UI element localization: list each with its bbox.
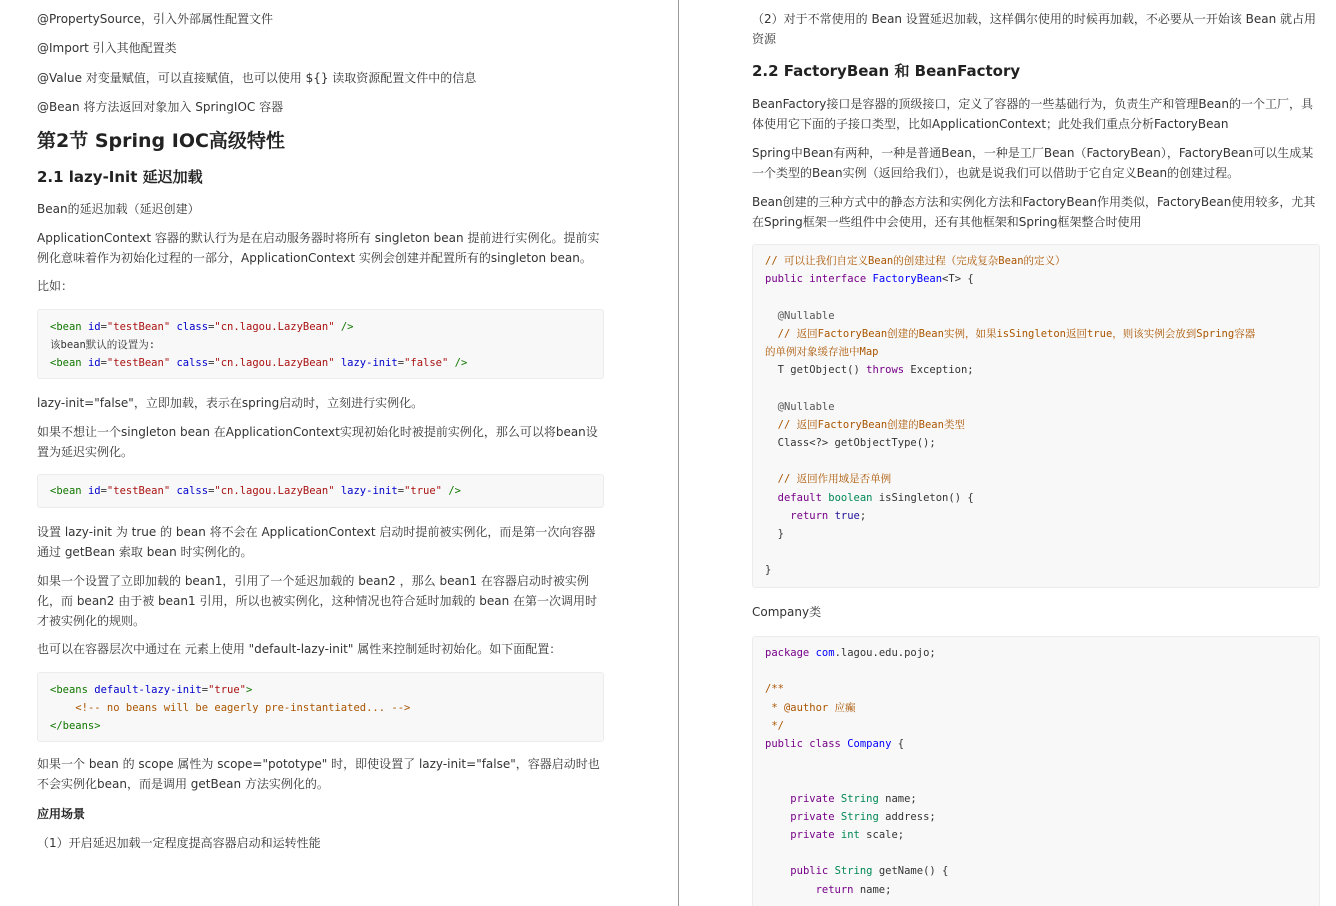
code-token: class [176,321,209,333]
code-line [765,416,1307,434]
code-block-factory-bean [752,244,1320,588]
application-context-paragraph: ApplicationContext 容器的默认行为是在启动服务器时将所有 singleton bean 提前进行实例化。提前实例化意味着作为初始化过程的一部分，ApplicationContext 实例会创建并配置所有的singleton bean。 [37,231,600,265]
code-token: int [840,828,860,841]
code-line [50,354,591,372]
code-token: = [208,357,215,370]
code-token [765,884,816,896]
code-token: <bean [50,357,88,370]
code-token: // 可以让我们自定义Bean的创建过程（完成复杂Bean的定义） [765,255,1066,267]
code-token: isSingleton() { [872,491,974,504]
singleton-lazy-paragraph: 如果不想让一个singleton bean 在ApplicationContext实现初始化时被提前实例化，那么可以将bean设置为延迟实例化。 [37,425,598,459]
code-token: = [100,357,107,370]
two-bean-types-paragraph: Spring中Bean有两种，一种是普通Bean，一种是工厂Bean（FactoryBean），FactoryBean可以生成某一个类型的Bean实例（返回给我们），也就是说我们可以借助于它自定义Bean的创建过程。 [752,146,1314,180]
company-class-label: Company类 [752,605,822,619]
code-line [765,735,1307,753]
code-token: // 返回作用域是否单例 [777,473,892,486]
code-token: default [777,491,822,504]
code-token: = [397,357,405,370]
code-line [765,699,1307,717]
factory-bean-title: 2.2 FactoryBean 和 BeanFactory [752,62,1021,80]
code-token: // 返回FactoryBean创建的Bean类型 [777,418,965,431]
code-line [765,343,1307,361]
code-line [50,699,591,717]
code-line [50,336,591,354]
code-token: package [765,647,810,659]
code-token [765,328,778,340]
default-lazy-init-paragraph: 也可以在容器层次中通过在 元素上使用 "default-lazy-init" 属性来控制延时初始化。如下面配置： [37,642,562,656]
code-token: "testBean" [106,485,171,497]
code-line [50,681,591,699]
code-token: public [765,273,803,286]
page-divider [678,0,679,906]
creation-methods-paragraph: Bean创建的三种方式中的静态方法和实例化方法和FactoryBean作用类似，FactoryBean使用较多，尤其在Spring框架一些组件中会使用，还有其他框架和Spring框架整合时使用 [752,195,1316,229]
code-line [765,680,1307,698]
code-line [765,844,1307,862]
code-token: /> [454,357,468,370]
code-token: com [815,647,835,659]
code-token: String [834,865,873,878]
code-line [765,452,1307,470]
code-token [765,510,790,522]
code-block-beans-default-lazy [37,672,604,742]
code-token: private [790,828,835,841]
code-token: class [809,738,841,750]
code-token: Class<?> getObjectType(); [765,437,936,449]
code-token: return [790,509,829,522]
code-line [765,862,1307,880]
code-token: true [834,509,860,522]
code-token: String [840,792,879,805]
code-token [765,419,778,431]
code-token: @Nullable [777,400,835,413]
code-line [765,644,1307,662]
code-line [50,318,591,336]
code-token: name; [878,792,917,805]
code-token: <bean [50,485,88,497]
code-token: /> [340,321,354,333]
code-token: return [815,883,854,896]
bean-factory-paragraph: BeanFactory接口是容器的顶级接口，定义了容器的一些基础行为，负责生产和管理Bean的一个工厂，具体使用它下面的子接口类型，比如ApplicationContext；此处我们重点分析FactoryBean [752,97,1313,131]
code-token: String [840,810,879,823]
code-token: address; [878,810,936,823]
code-token: </beans> [50,720,101,733]
use-case-item-2: （2）对于不常使用的 Bean 设置延迟加载，这样偶尔使用的时候再加载，不必要从一开始该 Bean 就占用资源 [752,12,1317,46]
import-line: @Import 引入其他配置类 [37,41,177,55]
code-token: id [87,357,101,370]
lazy-load-intro: Bean的延迟加载（延迟创建） [37,202,200,216]
code-block-company [752,636,1320,906]
code-token: } [765,528,784,540]
code-line [765,771,1307,789]
code-token: Exception; [904,364,974,377]
code-token: public [790,865,829,878]
code-token [765,829,790,841]
code-line [765,826,1307,844]
code-line [50,717,591,735]
code-line [765,434,1307,452]
code-line [765,662,1307,680]
code-token: ; [859,509,867,522]
bean-line: @Bean 将方法返回对象加入 SpringIOC 容器 [37,100,284,114]
code-token: lazy-init [340,357,398,370]
code-line [50,482,591,500]
code-token: <beans [50,684,95,696]
code-line [765,808,1307,826]
code-token [765,865,790,877]
code-token: 该bean默认的设置为: [50,339,156,352]
right-page [680,0,1336,906]
code-token: "cn.lagou.LazyBean" [214,485,335,497]
code-line [765,361,1307,379]
lazy-true-paragraph: 设置 lazy-init 为 true 的 bean 将不会在 ApplicationContext 启动时提前被实例化，而是第一次向容器通过 getBean 索取 bean 时实例化的。 [37,525,596,559]
section-title: 第2节 Spring IOC高级特性 [37,130,285,152]
code-token: "true" [208,684,246,696]
code-token: /** [765,683,784,696]
code-token: throws [866,364,905,377]
code-line [765,561,1307,579]
code-line [765,325,1307,343]
code-line [765,398,1307,416]
code-line [765,252,1307,270]
code-token [765,473,778,485]
code-token: FactoryBean [872,273,943,286]
code-token: "true" [404,485,443,497]
code-token: = [100,321,107,333]
code-token: /> [448,485,461,497]
code-token: "testBean" [106,357,171,370]
code-line [765,379,1307,397]
code-token: <!-- no beans will be eagerly pre-instantiated... --> [75,702,411,715]
code-token: calss [176,485,209,497]
code-token: <T> { [942,273,974,286]
lazy-false-paragraph: lazy-init="false"，立即加载，表示在spring启动时，立刻进行实例化。 [37,396,424,410]
code-token: interface [809,273,867,286]
code-token: lazy-init [340,485,398,497]
code-token: "testBean" [106,321,171,333]
example-label: 比如： [37,279,74,293]
code-line [765,543,1307,561]
use-case-item-1: （1）开启延迟加载一定程度提高容器启动和运转性能 [37,836,321,850]
code-line [765,288,1307,306]
lazy-init-title: 2.1 lazy-Init 延迟加载 [37,168,203,186]
code-token: id [87,321,101,333]
code-token [50,702,75,714]
bean-reference-paragraph: 如果一个设置了立即加载的 bean1，引用了一个延迟加载的 bean2 ，那么 bean1 在容器启动时被实例化，而 bean2 由于被 bean1 引用，所以也被实例化，这种情况也符合延时加载的 bean 在第一次调用时才被实例化的规则。 [37,574,598,628]
code-token: boolean [828,491,873,504]
code-line [765,489,1307,507]
code-token: = [397,485,405,497]
property-source-line: @PropertySource，引入外部属性配置文件 [37,12,273,26]
code-token: // 返回FactoryBean创建的Bean实例，如果isSingleton返回true，则该实例会放到Spring容器 [777,327,1256,340]
code-token: 的单例对象缓存池中Map [765,346,879,358]
code-token: name; [853,883,892,896]
code-token: .lagou.edu.pojo; [834,647,936,659]
code-token: > [246,684,253,696]
code-token [765,793,790,805]
code-token: T getObject() [765,364,867,377]
code-token: = [208,321,215,333]
code-token: = [100,485,107,497]
code-token: Company [847,738,892,750]
code-token: } [765,564,772,577]
code-line [765,525,1307,543]
code-block-bean-lazy [37,474,604,508]
code-token [765,492,778,504]
code-token [765,401,778,413]
code-token: @Nullable [777,309,835,322]
code-token [765,811,790,823]
value-line: @Value 对变量赋值，可以直接赋值，也可以使用 ${} 读取资源配置文件中的信息 [37,71,477,85]
code-token: getName() { [872,865,949,878]
code-token: public [765,738,803,750]
code-line [765,790,1307,808]
code-token: "cn.lagou.LazyBean" [214,321,335,333]
code-line [765,881,1307,899]
code-line [765,470,1307,488]
code-token: <bean [50,321,88,333]
code-token: private [790,792,835,805]
code-line [765,717,1307,735]
code-token: "cn.lagou.LazyBean" [214,357,335,370]
code-line [765,270,1307,288]
code-token: = [208,485,215,497]
code-token: calss [176,357,209,370]
code-line [765,507,1307,525]
code-token: */ [765,719,784,732]
code-token: { [891,738,905,750]
prototype-scope-paragraph: 如果一个 bean 的 scope 属性为 scope="pototype" 时，即使设置了 lazy-init="false"，容器启动时也不会实例化bean，而是调用 getBean 方法实例化的。 [37,757,600,791]
use-case-title: 应用场景 [37,807,86,821]
code-token: * @author 应癫 [765,701,856,714]
code-token: = [201,684,209,696]
code-token: private [790,810,835,823]
code-line [765,753,1307,771]
code-token: id [87,485,101,497]
code-token: scale; [859,828,905,841]
code-token: "false" [404,357,449,370]
code-token: default-lazy-init [94,684,202,696]
code-line [765,307,1307,325]
code-token [765,310,778,322]
code-block-bean-default [37,309,604,379]
